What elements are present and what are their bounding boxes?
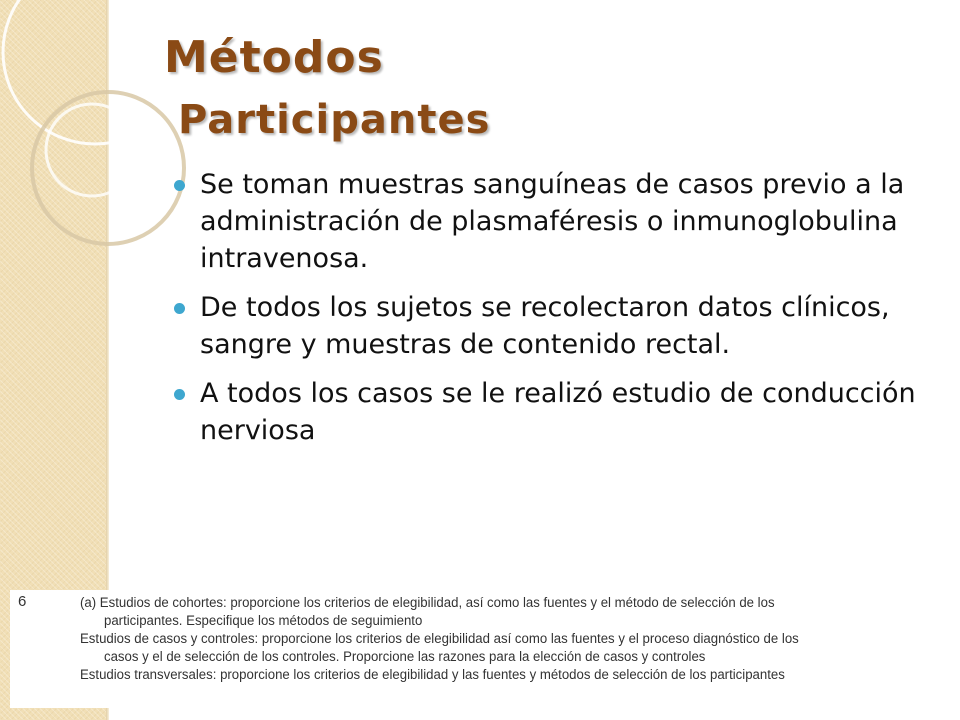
- bullet-dot-icon: [174, 303, 185, 314]
- strobe-reference-excerpt: [10, 590, 948, 708]
- bullet-item: [172, 375, 932, 449]
- decorative-circle-medium: [32, 92, 184, 244]
- bullet-text: De todos los sujetos se recolectaron datos clínicos, sangre y muestras de contenido rectal.: [200, 292, 890, 360]
- bullet-text: A todos los casos se le realizó estudio de conducción nerviosa: [200, 378, 916, 446]
- bullet-dot-icon: [174, 389, 185, 400]
- reference-item-number: 6: [18, 593, 27, 610]
- slide-title: Métodos: [164, 32, 384, 83]
- decorative-circle-small: [46, 104, 138, 196]
- bullet-item: [172, 289, 932, 363]
- decorative-circle-large: [3, 0, 187, 144]
- reference-line: casos y el de selección de los controles. Proporcione las razones para la elección de casos y controles: [104, 649, 706, 665]
- reference-line: Estudios de casos y controles: proporcione los criterios de elegibilidad así como las fuentes y el proceso diagnóstico de los: [80, 631, 799, 647]
- bullet-item: [172, 166, 932, 277]
- bullet-text: Se toman muestras sanguíneas de casos previo a la administración de plasmaféresis o inmunoglobulina intravenosa.: [200, 169, 905, 274]
- reference-line: Estudios transversales: proporcione los criterios de elegibilidad y las fuentes y métodos de selección de los participantes: [80, 667, 785, 683]
- reference-line: participantes. Especifique los métodos de seguimiento: [104, 613, 423, 629]
- bullet-dot-icon: [174, 180, 185, 191]
- reference-line: (a) Estudios de cohortes: proporcione los criterios de elegibilidad, así como las fuentes y el método de selección de los: [80, 595, 775, 611]
- bullet-list: [172, 166, 932, 461]
- slide-subtitle: Participantes: [178, 97, 491, 143]
